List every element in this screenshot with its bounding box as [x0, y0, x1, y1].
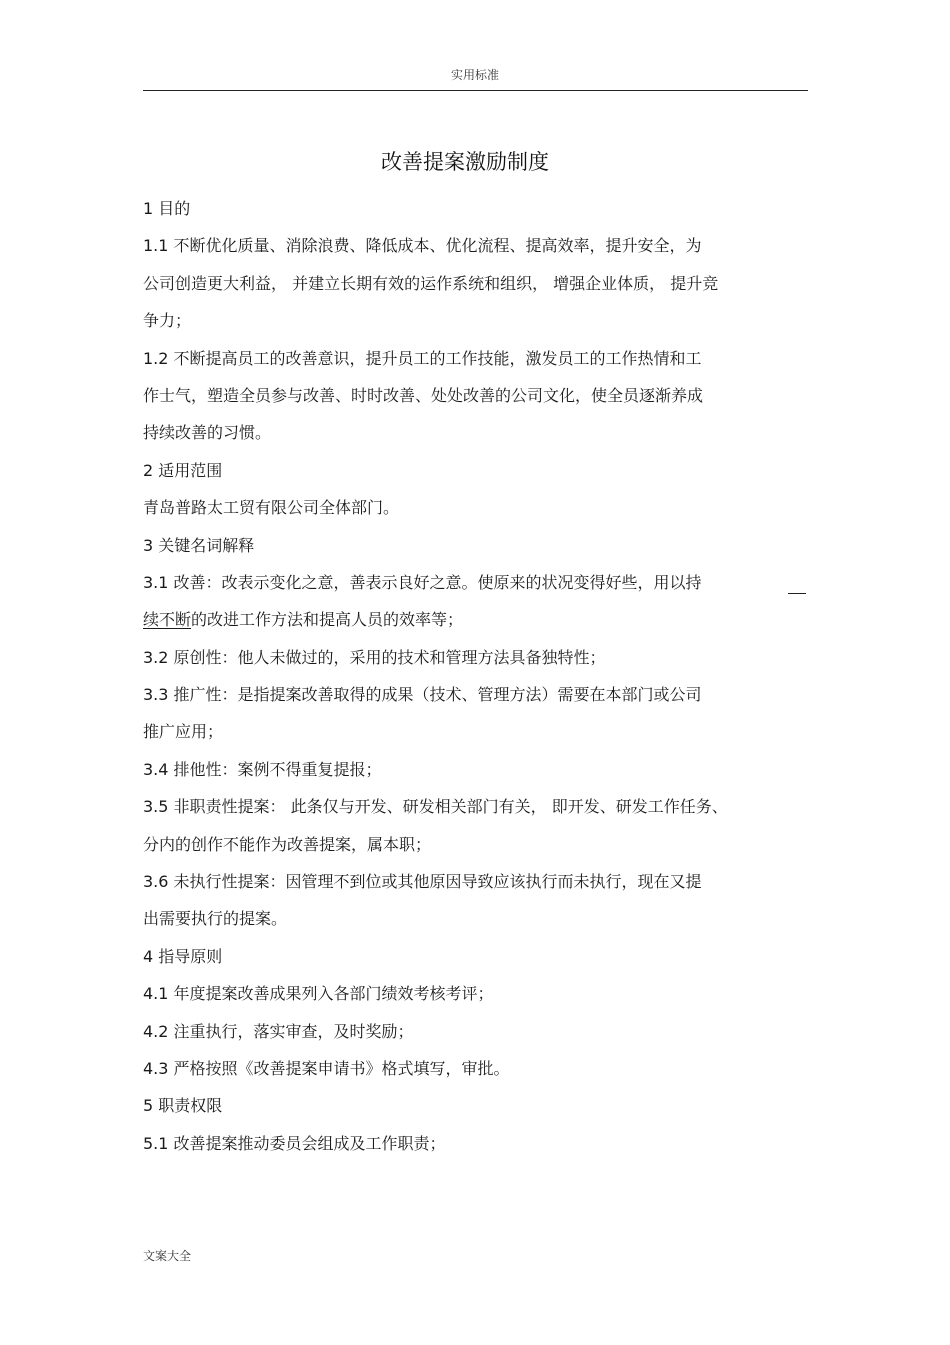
- header-divider: [143, 90, 808, 91]
- body-line: 分内的创作不能作为改善提案，属本职；: [143, 834, 432, 854]
- body-line-text: 3.1 改善：改表示变化之意，善表示良好之意。使原来的状况变得好些，用以持: [143, 572, 702, 592]
- body-line: [143, 571, 813, 608]
- body-line: 3.6 未执行性提案：因管理不到位或其他原因导致应该执行而未执行，现在又提: [143, 872, 702, 892]
- body-line: 持续改善的习惯。: [143, 423, 272, 443]
- body-line: 公司创造更大利益， 并建立长期有效的运作系统和组织， 增强企业体质， 提升竞: [143, 273, 719, 293]
- body-line: 3.3 推广性：是指提案改善取得的成果（技术、管理方法）需要在本部门或公司: [143, 685, 702, 705]
- section-heading: 5 职责权限: [143, 1096, 223, 1116]
- body-line: 1.2 不断提高员工的改善意识，提升员工的工作技能，激发员工的工作热情和工: [143, 348, 702, 368]
- section-heading: 3 关键名词解释: [143, 535, 255, 555]
- section-heading: 2 适用范围: [143, 460, 223, 480]
- document-body: [143, 197, 813, 1169]
- page-header: 实用标准: [450, 68, 499, 82]
- page-footer: 文案大全: [143, 1249, 192, 1263]
- body-line: 作士气，塑造全员参与改善、时时改善、处处改善的公司文化，使全员逐渐养成: [143, 385, 704, 405]
- document-title: 改善提案激励制度: [381, 150, 549, 174]
- body-line: 出需要执行的提案。: [143, 909, 288, 929]
- body-line: [143, 608, 813, 645]
- body-line: 争力；: [143, 311, 192, 331]
- underlined-text: 续不断: [143, 610, 192, 630]
- body-line: 3.4 排他性：案例不得重复提报；: [143, 759, 382, 779]
- blank-underline: [788, 593, 806, 594]
- body-line: 3.2 原创性：他人未做过的，采用的技术和管理方法具备独特性；: [143, 647, 606, 667]
- section-heading: 4 指导原则: [143, 946, 223, 966]
- body-line: 5.1 改善提案推动委员会组成及工作职责；: [143, 1133, 446, 1153]
- body-line-text: 的改进工作方法和提高人员的效率等；: [191, 610, 464, 630]
- section-heading: 1 目的: [143, 199, 191, 218]
- body-line: 4.3 严格按照《改善提案申请书》格式填写，审批。: [143, 1058, 510, 1078]
- body-line: 推广应用；: [143, 722, 224, 742]
- body-line: 青岛普路太工贸有限公司全体部门。: [143, 498, 400, 518]
- body-line: 1.1 不断优化质量、消除浪费、降低成本、优化流程、提高效率，提升安全，为: [143, 236, 702, 256]
- body-line: 3.5 非职责性提案： 此条仅与开发、研发相关部门有关， 即开发、研发工作任务、: [143, 797, 728, 817]
- body-line: 4.2 注重执行，落实审查，及时奖励；: [143, 1021, 414, 1041]
- body-line: 4.1 年度提案改善成果列入各部门绩效考核考评；: [143, 984, 494, 1004]
